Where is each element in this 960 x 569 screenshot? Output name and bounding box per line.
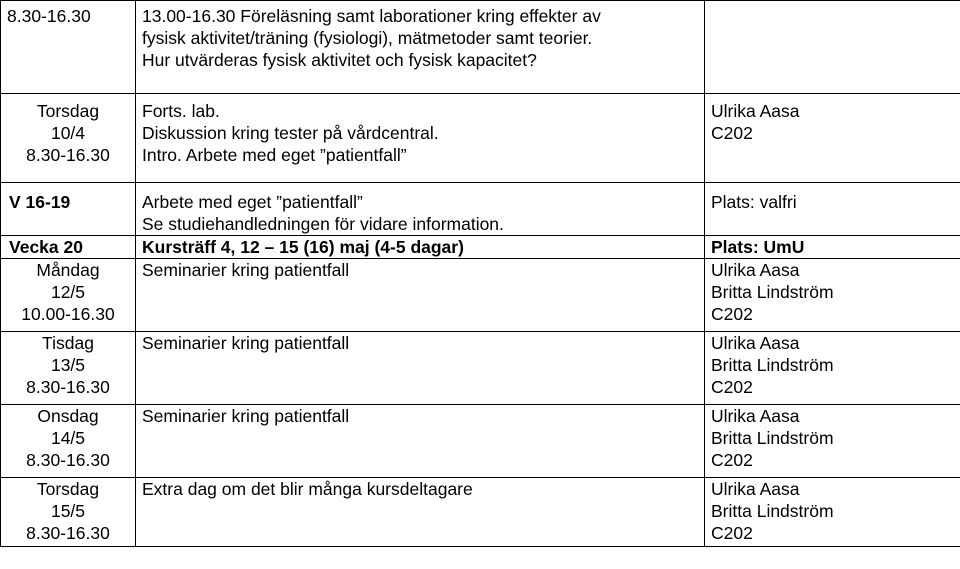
table-row [1,478,960,547]
day-line: V 16-19 [9,192,71,212]
day-line: 10.00-16.30 [21,304,115,324]
teacher-line: Ulrika Aasa [711,479,800,499]
day-line: 15/5 [50,501,86,521]
teacher-line: Plats: UmU [711,237,805,257]
teacher-cell [705,332,960,405]
teacher-line: Ulrika Aasa [711,101,800,121]
day-line: 8.30-16.30 [26,145,110,165]
teacher-line: Britta Lindström [711,282,834,302]
table-row [1,183,960,236]
activity-cell [136,259,705,332]
teacher-line: Britta Lindström [711,501,834,521]
activity-line: Seminarier kring patientfall [142,333,350,353]
day-line: Tisdag [42,333,94,353]
teacher-cell [705,478,960,547]
day-cell [1,259,136,332]
day-line: Måndag [36,260,100,280]
activity-line: 13.00-16.30 Föreläsning samt laborationer kring effekter av [142,6,601,26]
teacher-cell [705,405,960,478]
day-line: 8.30-16.30 [26,450,110,470]
teacher-line: C202 [711,304,753,324]
teacher-line: C202 [711,123,753,143]
activity-cell [136,332,705,405]
table-row [1,405,960,478]
activity-cell [136,405,705,478]
day-cell [1,236,136,259]
teacher-line: Britta Lindström [711,355,834,375]
activity-line: Seminarier kring patientfall [142,260,350,280]
teacher-line: Britta Lindström [711,428,834,448]
activity-line: Forts. lab. [142,101,220,121]
teacher-cell [705,236,960,259]
activity-cell [136,1,705,94]
activity-line: Intro. Arbete med eget ”patientfall” [142,145,407,165]
table-row [1,236,960,259]
teacher-line: C202 [711,377,753,397]
table-row [1,259,960,332]
table-row [1,332,960,405]
activity-line: Se studiehandledningen för vidare information. [142,214,504,234]
activity-line: Hur utvärderas fysisk aktivitet och fysisk kapacitet? [142,50,537,70]
day-line: 8.30-16.30 [26,523,110,543]
teacher-cell [705,183,960,236]
day-cell [1,1,136,94]
day-line: 13/5 [50,355,86,375]
teacher-line: C202 [711,450,753,470]
teacher-line: Ulrika Aasa [711,406,800,426]
activity-cell [136,478,705,547]
day-cell [1,94,136,183]
day-cell [1,332,136,405]
day-line: Onsdag [37,406,99,426]
day-line: Torsdag [36,479,100,499]
activity-cell [136,236,705,259]
activity-line: Kursträff 4, 12 – 15 (16) maj (4-5 dagar) [142,237,464,257]
day-line: 8.30-16.30 [26,377,110,397]
teacher-cell [705,94,960,183]
activity-line: fysisk aktivitet/träning (fysiologi), mätmetoder samt teorier. [142,28,593,48]
day-line: Vecka 20 [9,237,83,257]
activity-line: Diskussion kring tester på vårdcentral. [142,123,439,143]
activity-cell [136,94,705,183]
table-row [1,1,960,94]
teacher-line: C202 [711,523,753,543]
teacher-line: Ulrika Aasa [711,333,800,353]
day-cell [1,405,136,478]
activity-line: Seminarier kring patientfall [142,406,350,426]
day-cell [1,183,136,236]
day-line: 8.30-16.30 [7,6,91,26]
activity-line: Extra dag om det blir många kursdeltagare [142,479,473,499]
day-line: 10/4 [50,123,86,143]
day-line: Torsdag [36,101,100,121]
teacher-cell [705,1,960,94]
activity-cell [136,183,705,236]
day-cell [1,478,136,547]
day-line: 14/5 [50,428,86,448]
teacher-cell [705,259,960,332]
teacher-line: Plats: valfri [711,192,797,212]
table-row [1,94,960,183]
teacher-line: Ulrika Aasa [711,260,800,280]
day-line: 12/5 [50,282,86,302]
activity-line: Arbete med eget ”patientfall” [142,192,363,212]
